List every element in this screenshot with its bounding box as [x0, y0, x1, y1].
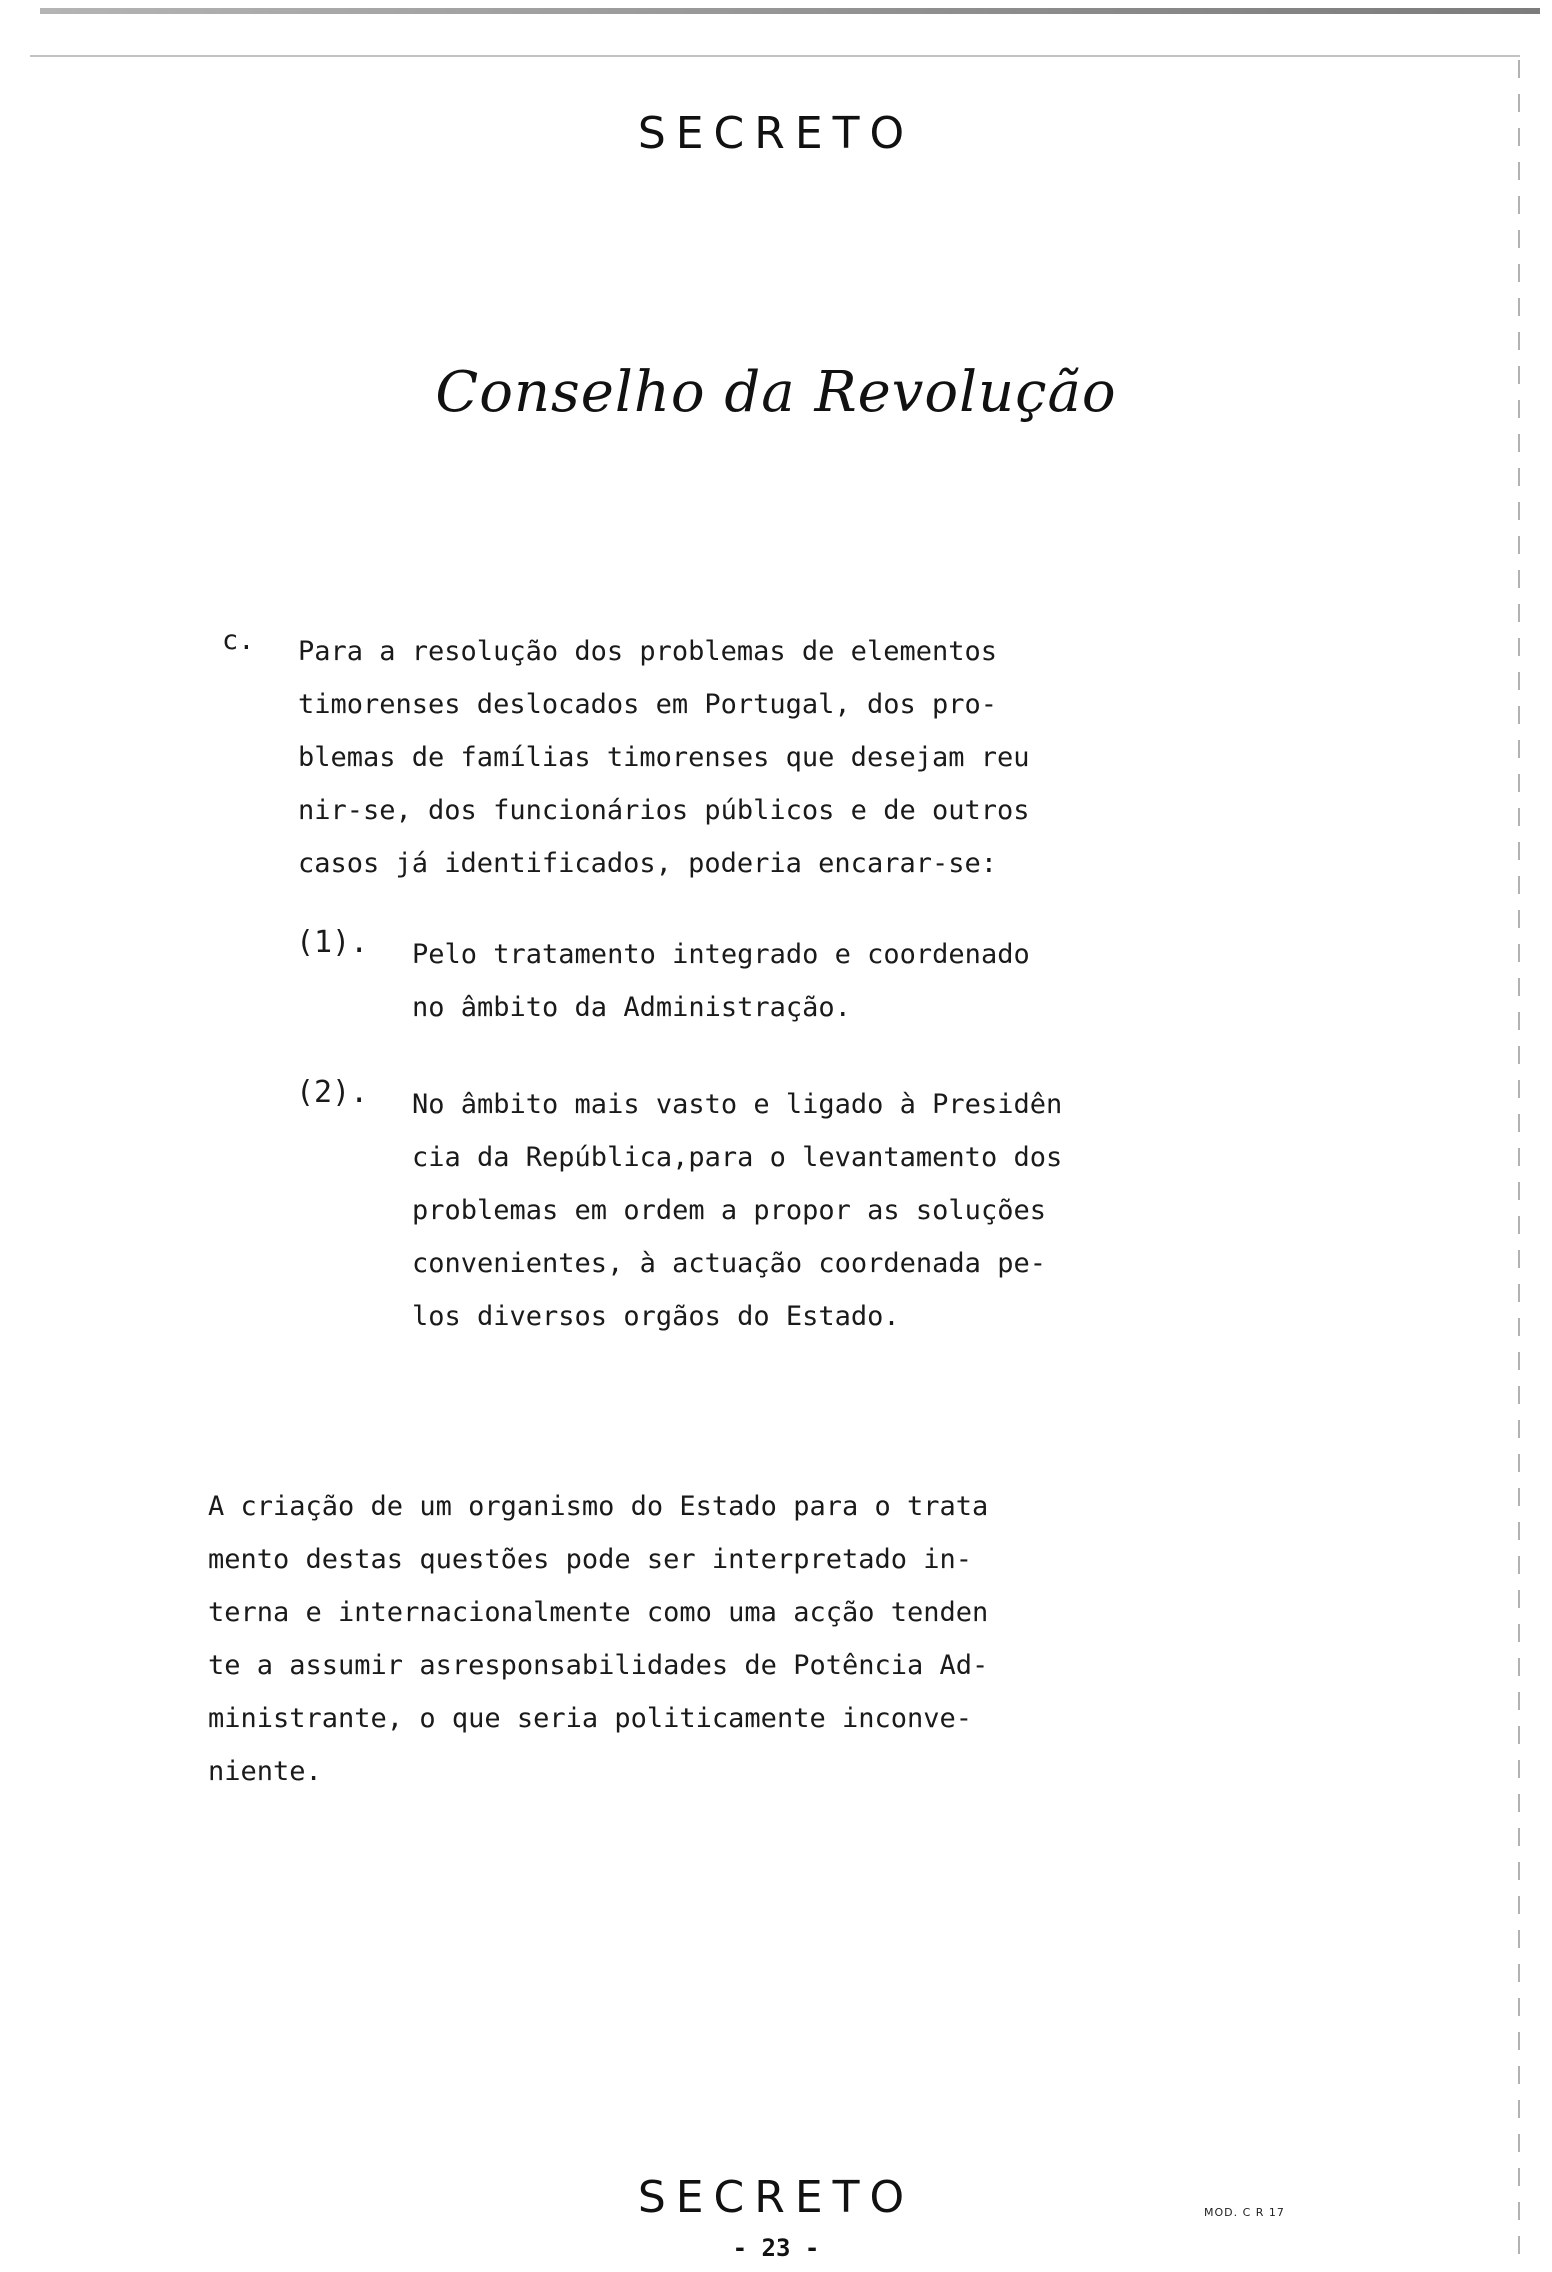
classification-footer: SECRETO — [637, 2172, 915, 2223]
subitem-1-label: (1). — [296, 925, 369, 960]
item-c-label: c. — [222, 625, 255, 656]
page-number: - 23 - — [732, 2234, 820, 2262]
top-border-rule — [40, 8, 1540, 14]
subitem-2-label: (2). — [296, 1075, 369, 1110]
item-c-paragraph: Para a resolução dos problemas de elementos timorenses deslocados em Portugal, dos pro- blemas de famílias timorenses que desejam reu nir-se, dos funcionários públicos e de outros casos já identificados, poderia encarar-se: — [298, 636, 1030, 879]
form-code: MOD. C R 17 — [1204, 2206, 1285, 2219]
subitem-1-paragraph: Pelo tratamento integrado e coordenado no âmbito da Administração. — [412, 939, 1030, 1023]
subitem-2-paragraph: No âmbito mais vasto e ligado à Presidên cia da República,para o levantamento dos problemas em ordem a propor as soluções convenientes, à actuação coordenada pe- los diversos orgãos do Estado. — [412, 1089, 1063, 1332]
header-rule — [30, 55, 1520, 57]
classification-header: SECRETO — [637, 108, 915, 159]
council-letterhead: Conselho da Revolução — [435, 360, 1117, 425]
closing-paragraph: A criação de um organismo do Estado para o trata mento destas questões pode ser interpretado in- terna e internacionalmente como uma acção tenden te a assumir asresponsabilidades de Potência Ad- ministrante, o que seria politicamente inconve- niente. — [208, 1491, 989, 1787]
